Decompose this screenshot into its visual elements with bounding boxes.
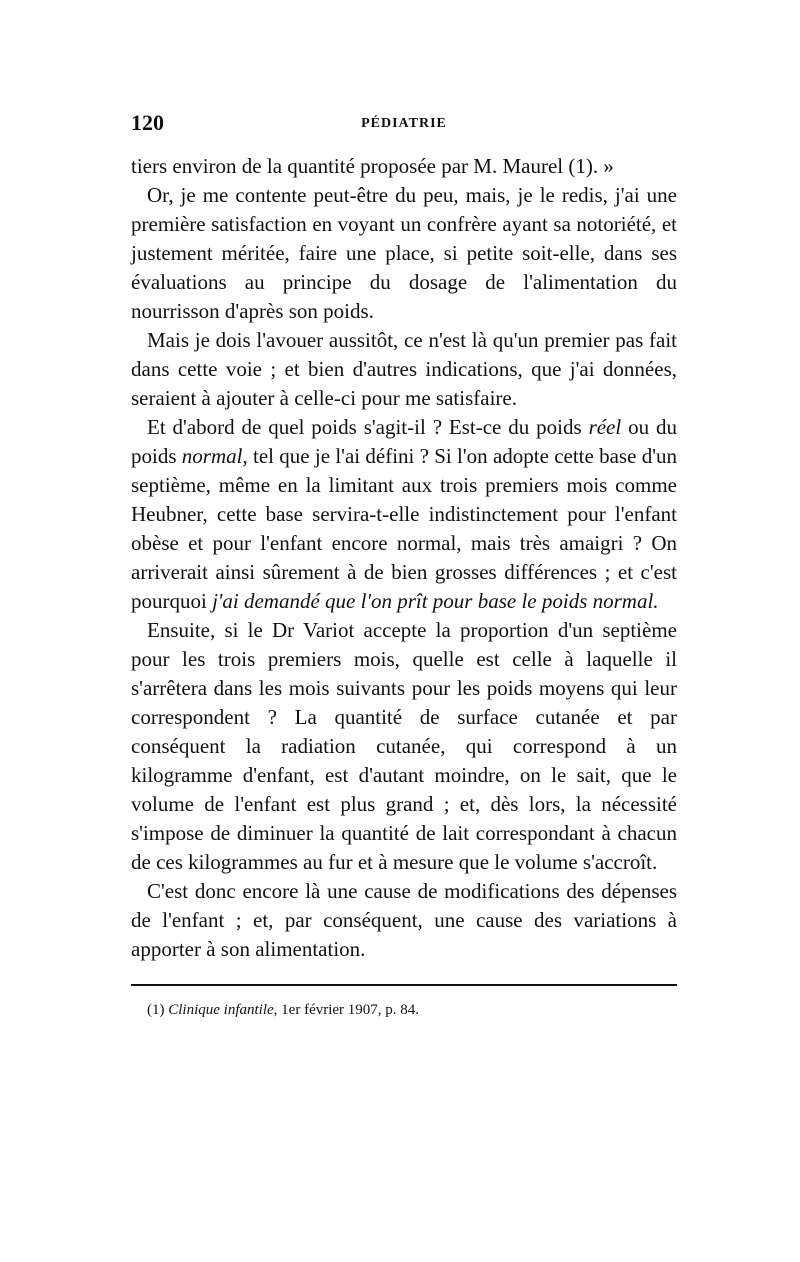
footnote-marker: (1) xyxy=(147,1002,165,1018)
footnote-rest: , 1er février 1907, p. 84. xyxy=(273,1002,420,1018)
page-number: 120 xyxy=(131,110,164,135)
text-segment: Ensuite, si le Dr Variot accepte la proportion d'un septième pour les trois premiers mois, quelle est celle à laquelle il s'arrêtera dans les mois suivants pour les poids moyens qui leur correspondent ? La quantité de surface cutanée et par conséquent la radiation cutanée, qui correspond à un kilogramme d'enfant, est d'autant moindre, on le sait, que le volume de l'enfant est plus grand ; et, dès lors, la nécessité s'impose de diminuer la quantité de lait correspondant à chacun de ces kilogrammes au fur et à mesure que le volume s'accroît. xyxy=(131,618,677,874)
footnote-rule xyxy=(131,984,677,986)
body-text xyxy=(131,152,677,964)
paragraph-6 xyxy=(131,877,677,964)
text-segment: tiers environ de la quantité proposée par M. Maurel (1). » xyxy=(131,154,614,178)
page-header xyxy=(131,110,677,140)
text-segment: ou du poids xyxy=(131,415,677,468)
italic-segment: réel xyxy=(588,415,622,439)
paragraph-3 xyxy=(131,326,677,413)
paragraph-2 xyxy=(131,181,677,326)
text-segment: , tel que je l'ai défini ? Si l'on adopte cette base d'un septième, même en la limitant aux trois premiers mois comme Heubner, cette base servira-t-elle indistinctement pour l'enfant obèse et pour l'enfant encore normal, mais très amaigri ? On arriverait ainsi sûrement à de bien grosses différences ; et c'est pourquoi xyxy=(131,444,677,613)
paragraph-5 xyxy=(131,616,677,877)
book-page xyxy=(131,110,677,1020)
footnote xyxy=(131,1000,677,1020)
text-segment: Or, je me contente peut-être du peu, mais, je le redis, j'ai une première satisfaction en voyant un confrère ayant sa notoriété, et justement méritée, faire une place, si petite soit-elle, dans ses évaluations au principe du dosage de l'alimentation du nourrisson d'après son poids. xyxy=(131,183,677,323)
italic-segment: normal xyxy=(181,444,243,468)
paragraph-4 xyxy=(131,413,677,616)
text-segment: Et d'abord de quel poids s'agit-il ? Est-ce du poids xyxy=(147,415,589,439)
italic-segment: j'ai demandé que l'on prît pour base le poids normal. xyxy=(212,589,659,613)
running-title: PÉDIATRIE xyxy=(361,116,447,131)
text-segment: Mais je dois l'avouer aussitôt, ce n'est là qu'un premier pas fait dans cette voie ; et bien d'autres indications, que j'ai données, seraient à ajouter à celle-ci pour me satisfaire. xyxy=(131,328,677,410)
footnote-title: Clinique infantile xyxy=(168,1002,274,1018)
paragraph-1 xyxy=(131,152,677,181)
text-segment: C'est donc encore là une cause de modifications des dépenses de l'enfant ; et, par conséquent, une cause des variations à apporter à son alimentation. xyxy=(131,879,677,961)
